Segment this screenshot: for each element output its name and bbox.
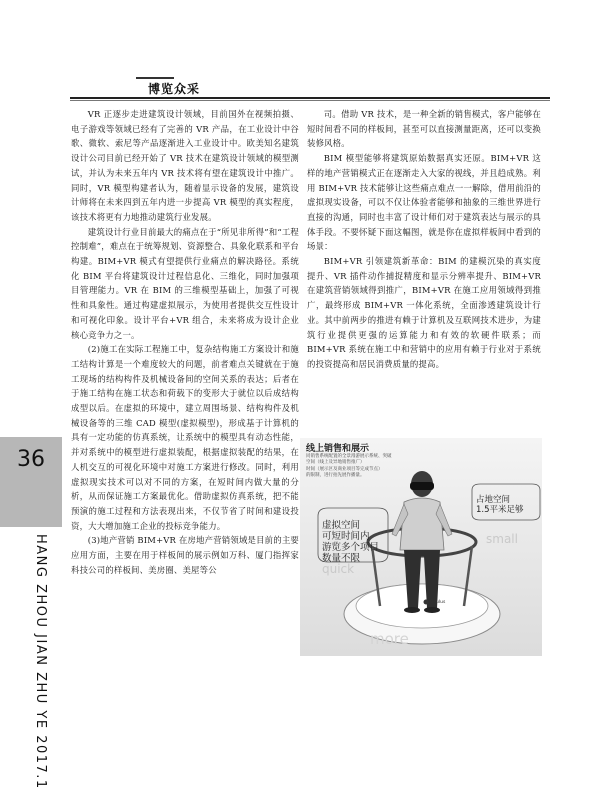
paragraph: BIM+VR 引领建筑新革命：BIM 的建模沉染的真实度提升、VR 插件动作捕捉精度和显示分辨率提升、BIM+VR 在建筑营销领域得到推广，BIM+VR 在施工应用领域得到推广，最终形成 BIM+VR 一体化系统，全面渗透建筑设计行业。其中前两步的推进有赖于计算机及互联网技术进步，为建筑行业提供更强的运算能力和有效的软硬件联系；而 BIM+VR 系统在施工中和营销中的应用有赖于行业对于系统的投资提高和居民消费质量的提高。 <box>307 256 541 369</box>
right-column <box>307 107 541 372</box>
paragraph: 建筑设计行业目前最大的痛点在于“所见非所得”和“工程控制难”，难点在于统筹规划、资源整合、具象化联系和平台构建。BIM+VR 模式有望提供行业痛点的解决路径。系统化 BIM 平台将建筑设计过程信息化、三维化，同时加强项目管理能力。VR 在 BIM 的三维模型基础上，加强了可视性和具象性。通过构建虚拟展示，为使用者提供交互性设计和可视化印象。设计平台+VR 组合，未来将成为设计企业核心竞争力之一。 <box>71 226 299 340</box>
paragraph: (3)地产营销 BIM+VR 在房地产营销领域是目前的主要应用方面，主要在用于样板间的展示例如万科、厦门指挥家科技公司的样板间、美房圈、美屋等公 <box>71 535 299 575</box>
floor-space-note <box>476 495 540 515</box>
figure-description-line: 空间（线上及异地销售推广） <box>306 460 365 466</box>
note-line: 游览多个项目 <box>322 542 380 553</box>
header-rule <box>70 97 550 99</box>
label-small: small <box>486 532 518 546</box>
figure-description-line: 同销售系统配置的全景漫游展示系统、突破 <box>306 454 392 459</box>
paragraph: 司。借助 VR 技术，是一种全新的销售模式，客户能够在短时间看不同的样板间，甚至可以直接测量距离，还可以变换装修风格。 <box>307 109 541 149</box>
left-column <box>71 107 299 578</box>
header-rule-thin <box>70 100 550 101</box>
figure-title: 线上销售和展示 <box>306 444 370 454</box>
paragraph: BIM 模型能够将建筑原始数据真实还原。BIM+VR 这样的地产营销模式正在逐渐走入大家的视线，并且趋成熟。利用 BIM+VR 技术能够让这些痛点难点一一解除，借用前沿的虚拟现实设备，可以不仅让体验者能够和抽象的三维世界进行直接的沟通，同时也丰富了设计师们对于建筑表达与展示的具体手段。不要怀疑下面这幅图，就是你在虚拟样板间中看到的场景： <box>307 153 541 252</box>
figure-description <box>306 454 441 480</box>
note-line: 数量不限 <box>322 553 361 564</box>
header-accent-rule <box>136 77 174 79</box>
journal-name: HANG ZHOU JIAN ZHU YE 2017.1 <box>33 534 48 790</box>
note-line: 1.5平米足够 <box>476 505 524 515</box>
paragraph: VR 正逐步走进建筑设计领域，目前国外在视频拍摄、电子游戏等领域已经有了完善的 VR 产品，在工业设计中谷歌、微软、索尼等产品逐渐进入工业设计中。欧美知名建筑设计公司目前已经开始了 VR 技术在建筑设计领域的模型测试，并认为未来五年内 VR 技术将有望在建筑设计中推广。同时，VR 模型构建者认为，随着显示设备的发展，建筑设计师将在未来四到五年内进一步提高 VR 模型的真实程度，该技术将更有力地推动建筑行业发展。 <box>71 109 299 222</box>
note-line: 虚拟空间 <box>322 520 361 531</box>
oculus-logo: Oculus <box>430 600 446 605</box>
label-more: more <box>370 630 409 648</box>
page-number: 36 <box>17 447 45 472</box>
label-quick: quick <box>322 562 355 576</box>
note-line: 可短时间内 <box>322 531 370 542</box>
virtual-space-note <box>322 520 380 564</box>
vr-showroom-figure <box>300 438 542 656</box>
note-line: 占地空间 <box>476 495 511 505</box>
figure-description-line: 的限制，进行拍先展作播量。 <box>306 473 365 479</box>
paragraph: (2)施工在实际工程施工中，复杂结构施工方案设计和施工结构计算是一个难度较大的问题，前者难点关键就在于施工现场的结构构件及机械设备间的空间关系的表达；后者在于施工结构在施工状态和荷载下的变形大于就位以后成结构成型以后。在虚拟的环境中，建立周围场景、结构构件及机械设备等的三维 CAD 模型(虚拟模型)，形成基于计算机的具有一定功能的仿真系统，让系统中的模型具有动态性能，并对系统中的模型进行虚拟装配，根据虚拟装配的结果，在人机交互的可视化环境中对施工方案进行修改。同时，利用虚拟现实技术可以对不同的方案，在短时间内做大量的分析，从而保证施工方案最优化。借助虚拟仿真系统，把不能预演的施工过程和方法表现出来，不仅节省了时间和建设投资，大大增加施工企业的投标竞争能力。 <box>71 344 299 531</box>
figure-description-line: 时间（展示区及商业项目等完成节点） <box>306 466 383 472</box>
section-title: 博览众采 <box>148 82 201 96</box>
